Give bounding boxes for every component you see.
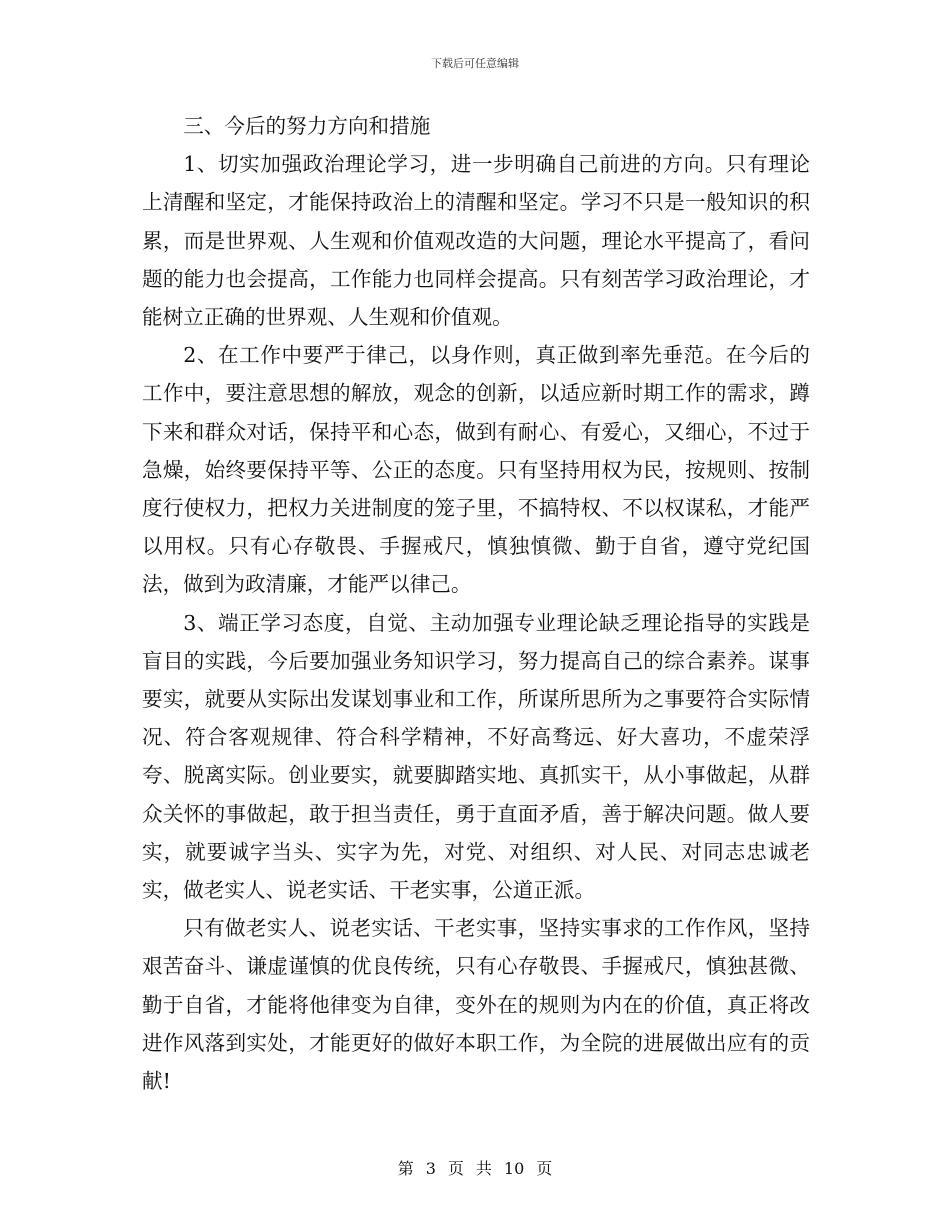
paragraph-1: 1、切实加强政治理论学习，进一步明确自己前进的方向。只有理论上清醒和坚定，才能保持政治上的清醒和坚定。学习不只是一般知识的积累，而是世界观、人生观和价值观改造的大问题，理论水平提高了，看问题的能力也会提高，工作能力也同样会提高。只有刻苦学习政治理论，才能树立正确的世界观、人生观和价值观。	[142, 152, 810, 330]
page-header: 下载后可任意编辑	[431, 57, 519, 70]
page-footer	[0, 1156, 950, 1179]
footer-label-di: 第	[397, 1159, 414, 1178]
page-number-total: 10	[503, 1159, 525, 1178]
document-body	[142, 107, 810, 1100]
footer-label-ye-2: 页	[536, 1159, 553, 1178]
footer-label-ye: 页	[447, 1159, 464, 1178]
paragraph-4: 只有做老实人、说老实话、干老实事，坚持实事求的工作作风，坚持艰苦奋斗、谦虚谨慎的优良传统，只有心存敬畏、手握戒尺，慎独甚微、勤于自省，才能将他律变为自律，变外在的规则为内在的价值，真正将改进作风落到实处，才能更好的做好本职工作，为全院的进展做出应有的贡献!	[142, 916, 810, 1094]
footer-label-gong: 共	[475, 1159, 492, 1178]
section-heading: 三、今后的努力方向和措施	[183, 114, 431, 138]
paragraph-2: 2、在工作中要严于律己，以身作则，真正做到率先垂范。在今后的工作中，要注意思想的解放，观念的创新，以适应新时期工作的需求，蹲下来和群众对话，保持平和心态，做到有耐心、有爱心，又细心，不过于急燥，始终要保持平等、公正的态度。只有坚持用权为民，按规则、按制度行使权力，把权力关进制度的笼子里，不搞特权、不以权谋私，才能严以用权。只有心存敬畏、手握戒尺，慎独慎微、勤于自省，遵守党纪国法，做到为政清廉，才能严以律己。	[142, 343, 810, 597]
paragraph-3: 3、端正学习态度，自觉、主动加强专业理论缺乏理论指导的实践是盲目的实践，今后要加强业务知识学习，努力提高自己的综合素养。谋事要实，就要从实际出发谋划事业和工作，所谋所思所为之事要符合实际情况、符合客观规律、符合科学精神，不好高骛远、好大喜功，不虚荣浮夸、脱离实际。创业要实，就要脚踏实地、真抓实干，从小事做起，从群众关怀的事做起，敢于担当责任，勇于直面矛盾，善于解决问题。做人要实，就要诚字当头、实字为先，对党、对组织、对人民、对同志忠诚老实，做老实人、说老实话、干老实事，公道正派。	[142, 610, 810, 903]
page-number-current: 3	[425, 1159, 436, 1178]
